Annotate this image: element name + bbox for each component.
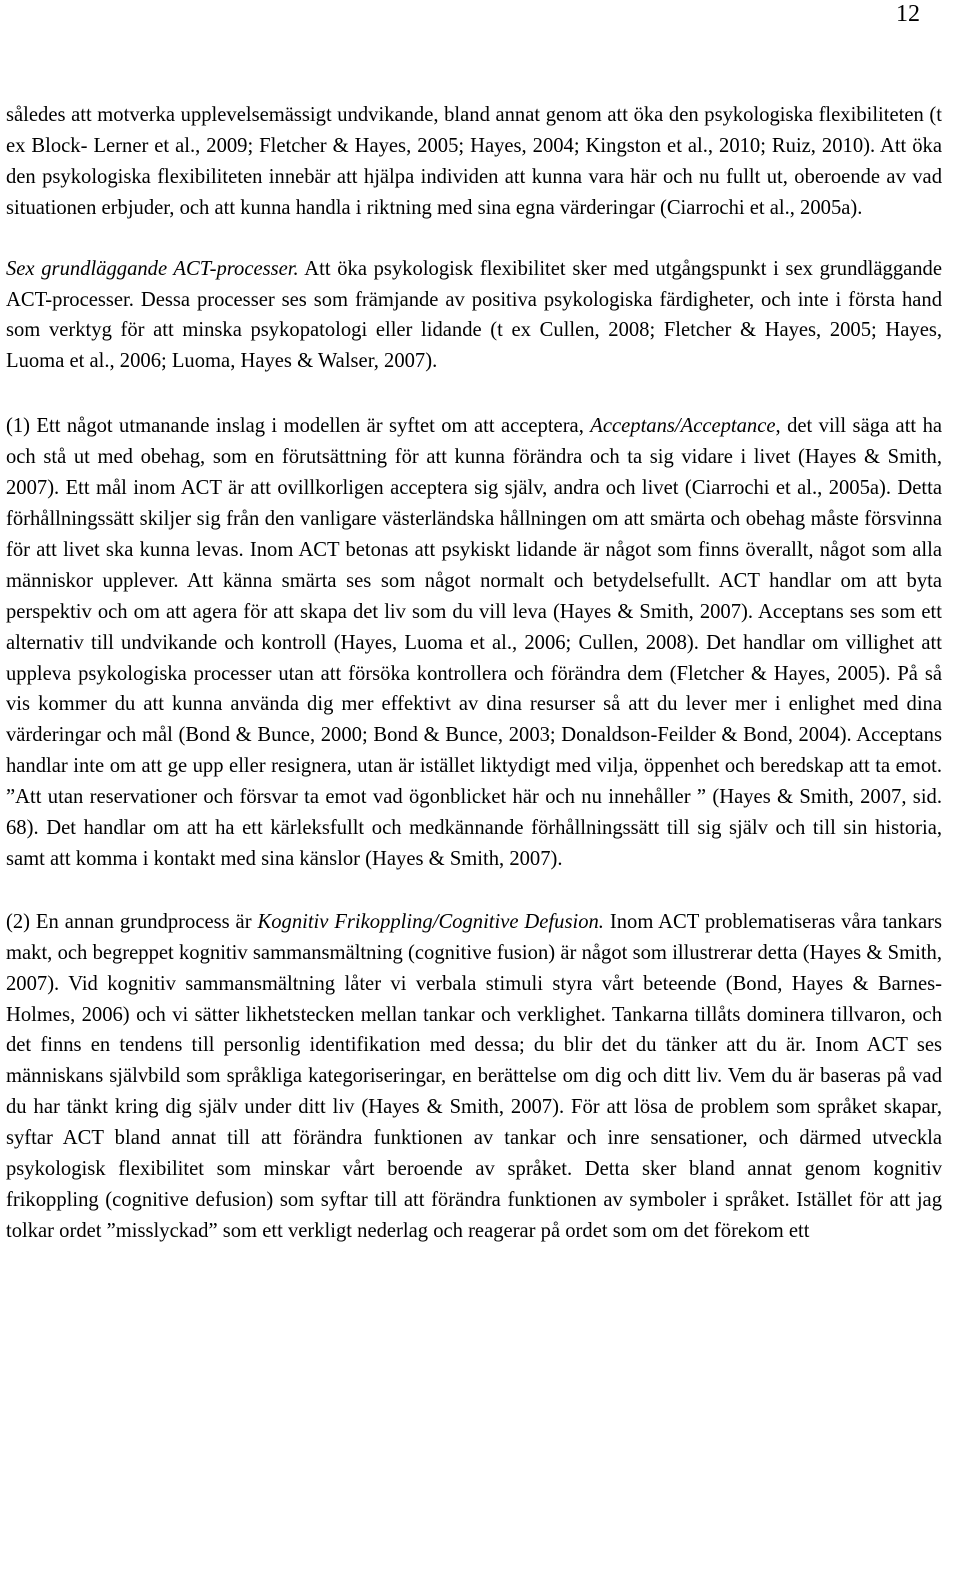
page-number: 12 xyxy=(896,1,920,27)
paragraph-4-text: Inom ACT problematiseras våra tankars makt, och begreppet kognitiv sammansmältning (cognitive fusion) är något som illustrerar detta (Hayes & Smith, 2007). Vid kognitiv sammansmältning låter vi verbala stimuli styra vårt beteende (Bond, Hayes & Barnes-Holmes, 2006) och vi sätter likhetstecken mellan tankar och verklighet. Tankarna tillåts dominera tillvaron, och det finns en tendens till personlig identifikation med dessa; du blir det du tänker att du är. Inom ACT ses människans självbild som språkliga kategoriseringar, en berättelse om dig och ditt liv. Vem du är baseras på vad du har tänkt kring dig själv under ditt liv (Hayes & Smith, 2007). För att lösa de problem som språket skapar, syftar ACT bland annat till att förändra funktionen av tankar och inre sensationer, och därmed utveckla psykologisk flexibilitet som minskar vårt beroende av språket. Detta sker bland annat genom kognitiv frikoppling (cognitive defusion) som syftar till att förändra funktionen av symboler i språket. Istället för att jag tolkar ordet ”misslyckad” som ett verkligt nederlag och reagerar på ordet som om det förekom ett xyxy=(6,910,942,1242)
paragraph-2-text: Att öka psykologisk flexibilitet sker med utgångspunkt i sex grundläggande ACT-processer. Dessa processer ses som främjande av positiva psykologiska färdigheter, och inte i första hand som verktyg för att minska psykopatologi eller lidande (t ex Cullen, 2008; Fletcher & Hayes, 2005; Hayes, Luoma et al., 2006; Luoma, Hayes & Walser, 2007). xyxy=(6,257,942,373)
document-body xyxy=(6,100,942,1247)
paragraph-4-intro: (2) En annan grundprocess är xyxy=(6,910,258,933)
term-kognitiv-frikoppling: Kognitiv Frikoppling/Cognitive Defusion. xyxy=(257,910,604,933)
term-acceptans: Acceptans/Acceptance xyxy=(590,415,776,438)
paragraph-3-intro: (1) Ett något utmanande inslag i modellen är syftet om att acceptera, xyxy=(6,415,591,438)
section-heading: Sex grundläggande ACT-processer. xyxy=(6,257,299,280)
paragraph-4 xyxy=(6,907,942,1247)
paragraph-2 xyxy=(6,254,942,378)
paragraph-1: således att motverka upplevelsemässigt undvikande, bland annat genom att öka den psykologiska flexibiliteten (t ex Block- Lerner et al., 2009; Fletcher & Hayes, 2005; Hayes, 2004; Kingston et al., 2010; Ruiz, 2010). Att öka den psykologiska flexibiliteten innebär att hjälpa individen att kunna vara här och nu fullt ut, oberoende av vad situationen erbjuder, och att kunna handla i riktning med sina egna värderingar (Ciarrochi et al., 2005a). xyxy=(6,104,942,219)
paragraph-3 xyxy=(6,411,942,875)
paragraph-3-text: , det vill säga att ha och stå ut med obehag, som en förutsättning för att kunna förändra och ta sig vidare i livet (Hayes & Smith, 2007). Ett mål inom ACT är att ovillkorligen acceptera sig själv, andra och livet (Ciarrochi et al., 2005a). Detta förhållningssätt skiljer sig från den vanligare västerländska hållningen om att smärta och obehag måste försvinna för att livet ska kunna levas. Inom ACT betonas att psykiskt lidande är något som finns överallt, något som alla människor upplever. Att känna smärta ses som något normalt och betydelsefullt. ACT handlar om att byta perspektiv och om att agera för att skapa det liv som du vill leva (Hayes & Smith, 2007). Acceptans ses som ett alternativ till undvikande och kontroll (Hayes, Luoma et al., 2006; Cullen, 2008). Det handlar om villighet att uppleva psykologiska processer utan att försöka kontrollera och förändra dem (Fletcher & Hayes, 2005). På så vis kommer du att kunna använda dig mer effektivt av dina resurser så att du lever mer i enlighet med dina värderingar och mål (Bond & Bunce, 2000; Bond & Bunce, 2003; Donaldson-Feilder & Bond, 2004). Acceptans handlar inte om att ge upp eller resignera, utan är istället liktydigt med vilja, öppenhet och beredskap att ta emot. ”Att utan reservationer och försvar ta emot vad ögonblicket här och nu innehåller ” (Hayes & Smith, 2007, sid. 68). Det handlar om att ha ett kärleksfullt och medkännande förhållningssätt till sig själv och till sin historia, samt att komma i kontakt med sina känslor (Hayes & Smith, 2007). xyxy=(6,415,943,870)
